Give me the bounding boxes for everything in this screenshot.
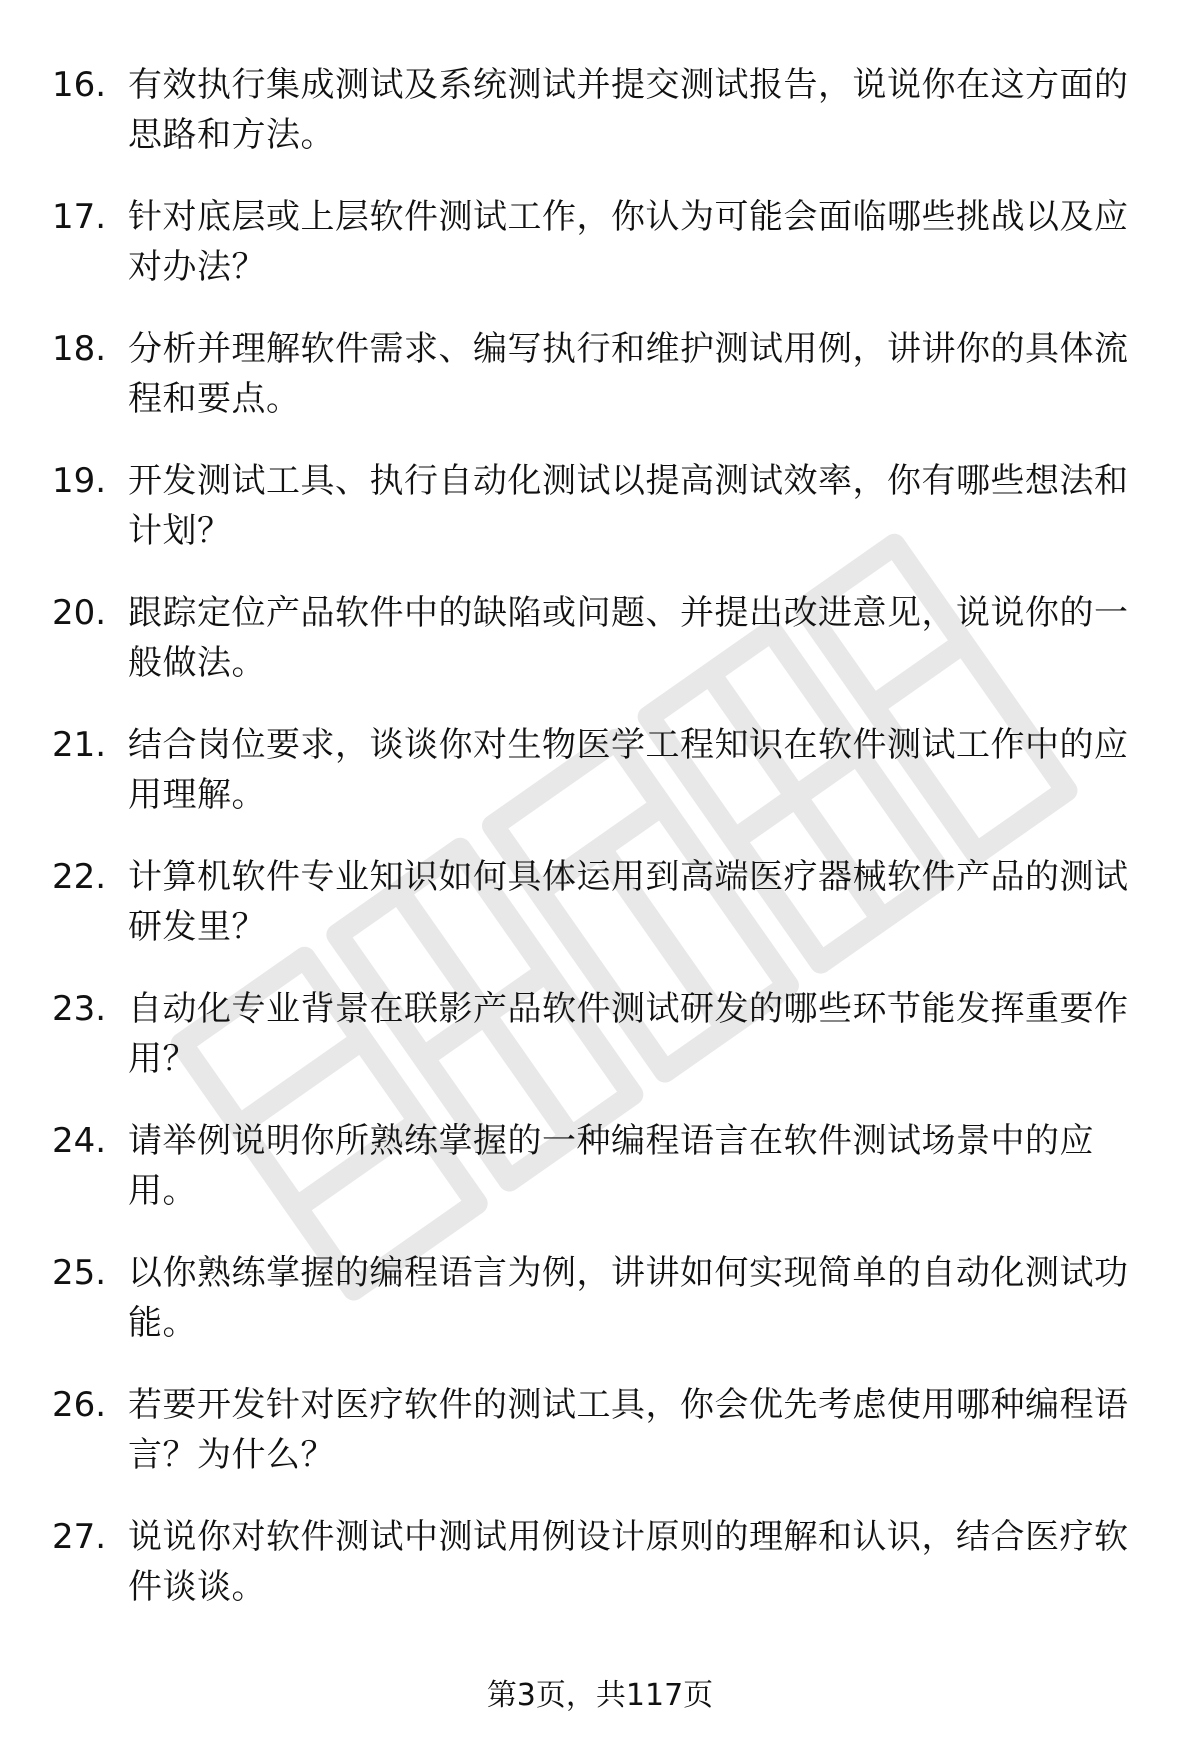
page-footer — [0, 1676, 1200, 1716]
question-item — [52, 1380, 1152, 1512]
page-number-label: 第3页，共117页 — [486, 1678, 714, 1713]
question-text: 结合岗位要求，谈谈你对生物医学工程知识在软件测试工作中的应用理解。 — [128, 725, 1129, 815]
question-number: 24. — [52, 1121, 107, 1161]
question-item — [52, 324, 1152, 456]
question-item — [52, 984, 1152, 1116]
question-number: 16. — [52, 65, 107, 105]
question-item — [52, 60, 1152, 192]
question-item — [52, 1116, 1152, 1248]
question-text: 计算机软件专业知识如何具体运用到高端医疗器械软件产品的测试研发里？ — [128, 857, 1129, 947]
question-item — [52, 588, 1152, 720]
question-text: 针对底层或上层软件测试工作，你认为可能会面临哪些挑战以及应对办法？ — [128, 197, 1129, 287]
question-text: 请举例说明你所熟练掌握的一种编程语言在软件测试场景中的应用。 — [128, 1121, 1094, 1211]
question-text: 说说你对软件测试中测试用例设计原则的理解和认识，结合医疗软件谈谈。 — [128, 1517, 1129, 1607]
question-item — [52, 1512, 1152, 1644]
question-item — [52, 852, 1152, 984]
question-number: 20. — [52, 593, 107, 633]
question-number: 22. — [52, 857, 107, 897]
question-text: 自动化专业背景在联影产品软件测试研发的哪些环节能发挥重要作用？ — [128, 989, 1129, 1079]
question-item — [52, 720, 1152, 852]
question-number: 23. — [52, 989, 107, 1029]
question-text: 若要开发针对医疗软件的测试工具，你会优先考虑使用哪种编程语言？为什么？ — [128, 1385, 1129, 1475]
question-number: 21. — [52, 725, 107, 765]
question-item — [52, 1248, 1152, 1380]
question-text: 开发测试工具、执行自动化测试以提高测试效率，你有哪些想法和计划？ — [128, 461, 1129, 551]
question-text: 分析并理解软件需求、编写执行和维护测试用例，讲讲你的具体流程和要点。 — [128, 329, 1129, 419]
question-text: 有效执行集成测试及系统测试并提交测试报告，说说你在这方面的思路和方法。 — [128, 65, 1129, 155]
question-number: 19. — [52, 461, 107, 501]
question-item — [52, 192, 1152, 324]
question-number: 25. — [52, 1253, 107, 1293]
question-number: 18. — [52, 329, 107, 369]
question-number: 27. — [52, 1517, 107, 1557]
question-list — [52, 60, 1152, 1644]
question-item — [52, 456, 1152, 588]
question-text: 跟踪定位产品软件中的缺陷或问题、并提出改进意见，说说你的一般做法。 — [128, 593, 1129, 683]
question-number: 17. — [52, 197, 107, 237]
question-number: 26. — [52, 1385, 107, 1425]
question-text: 以你熟练掌握的编程语言为例，讲讲如何实现简单的自动化测试功能。 — [128, 1253, 1129, 1343]
